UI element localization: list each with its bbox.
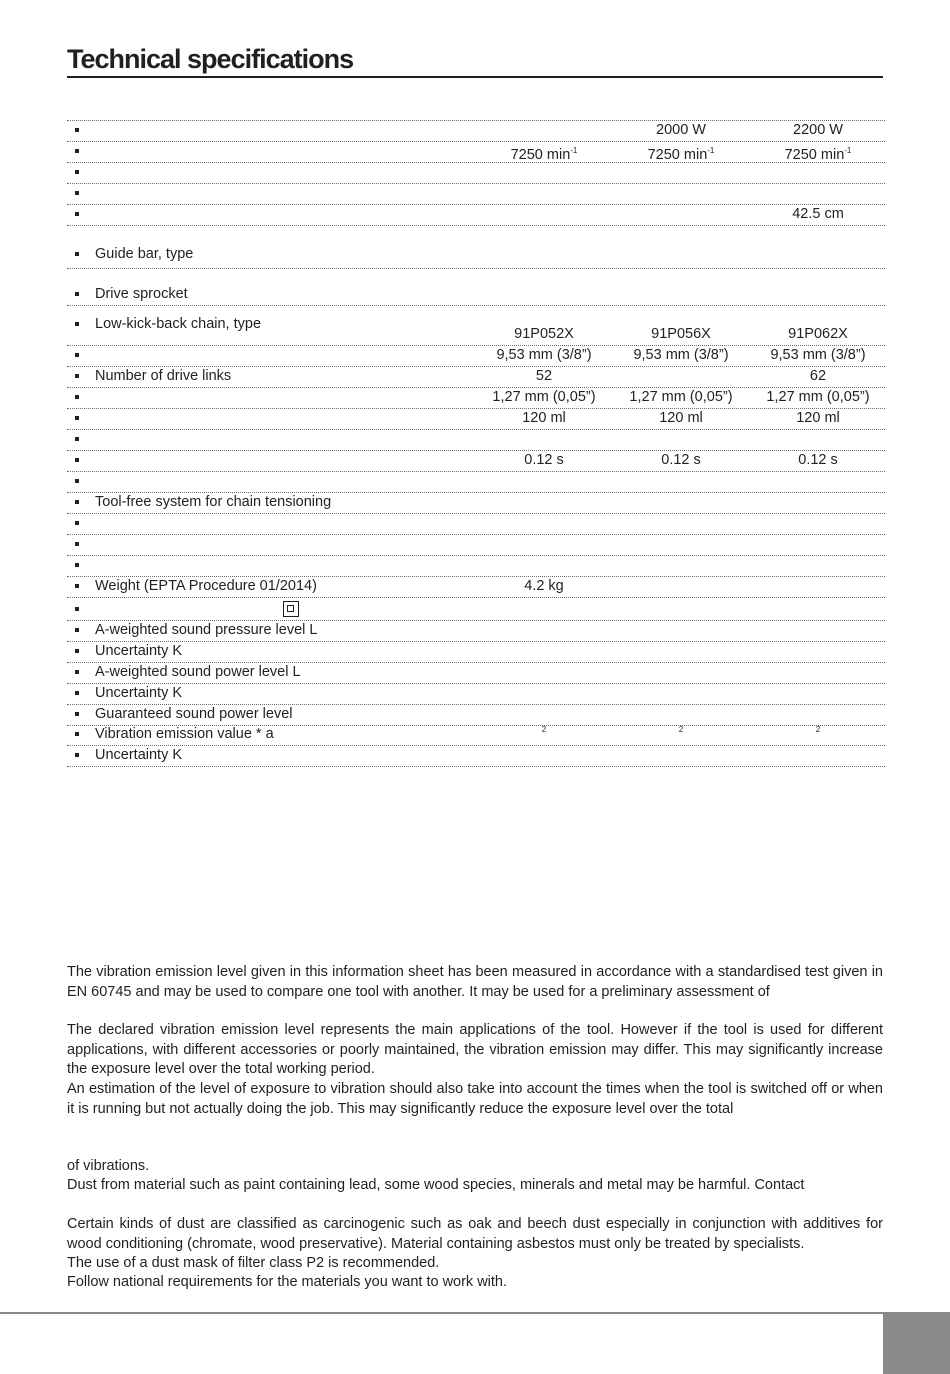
spec-row (67, 556, 887, 574)
spec-row (67, 663, 887, 681)
spec-row (67, 205, 887, 223)
protection-class-ii-icon (283, 601, 299, 617)
spec-value-text: 120 ml (796, 410, 840, 426)
bullet-icon (75, 584, 79, 588)
page-title: Technical specifications (67, 44, 354, 74)
spec-row (67, 325, 887, 343)
spec-value-text: 2 (678, 725, 684, 734)
bullet-icon (75, 649, 79, 653)
spec-value-text: 4.2 kg (524, 578, 564, 594)
spec-row (67, 746, 887, 764)
spec-value (753, 451, 883, 469)
spec-value-text: 2000 W (656, 122, 706, 138)
spec-value-text: 2 (815, 725, 821, 734)
bullet-icon (75, 542, 79, 546)
spec-value-text: 0.12 s (661, 452, 701, 468)
spec-value-text: 1,27 mm (0,05”) (492, 389, 596, 405)
spec-label: Drive sprocket (95, 286, 188, 302)
bullet-icon (75, 437, 79, 441)
spec-value-text: 42.5 cm (792, 206, 844, 222)
row-separator (67, 766, 885, 767)
spec-value (479, 388, 609, 406)
spec-row (67, 409, 887, 427)
unit-superscript: -1 (844, 146, 852, 155)
spec-row (67, 577, 887, 595)
row-separator (67, 225, 885, 226)
spec-row (67, 121, 887, 139)
bullet-icon (75, 607, 79, 611)
spec-value (616, 346, 746, 364)
spec-value-text: 120 ml (659, 410, 703, 426)
spec-value (616, 121, 746, 139)
spec-label: Guaranteed sound power level (95, 706, 293, 722)
spec-value (616, 409, 746, 427)
spec-value-text: 7250 min (784, 147, 845, 163)
spec-label: Uncertainty K (95, 643, 183, 659)
bullet-icon (75, 292, 79, 296)
spec-label: Tool-free system for chain tensioning (95, 494, 332, 510)
spec-value-text: 9,53 mm (3/8”) (633, 347, 729, 363)
vibration-note-1: The vibration emission level given in this information sheet has been measured in accordance with a standardised test given in EN 60745 and may be used to compare one tool with another. It may be used for a preliminary assessment of (67, 964, 883, 1000)
bullet-icon (75, 170, 79, 174)
spec-value (479, 346, 609, 364)
bullet-icon (75, 374, 79, 378)
spec-value (753, 409, 883, 427)
spec-value (479, 409, 609, 427)
spec-value-text: 120 ml (522, 410, 566, 426)
spec-value-text: 7250 min (510, 147, 571, 163)
bullet-icon (75, 500, 79, 504)
spec-label: Uncertainty K (95, 747, 183, 763)
spec-row (67, 245, 887, 263)
vibration-note-2: The declared vibration emission level represents the main applications of the tool. However if the tool is used for different applications, with different accessories or poorly maintained, the vibration emission may differ. This may significantly increase the exposure level over the total working period. (67, 1022, 883, 1077)
spec-row (67, 388, 887, 406)
spec-row (67, 535, 887, 553)
spec-row (67, 600, 887, 618)
spec-value (753, 142, 883, 164)
spec-row (67, 621, 887, 639)
spec-row (67, 493, 887, 511)
spec-value-text: 91P052X (514, 326, 574, 342)
spec-row (67, 285, 887, 303)
spec-value (753, 346, 883, 364)
spec-value (753, 388, 883, 406)
spec-label: Uncertainty K (95, 685, 183, 701)
spec-value-text: 2 (541, 725, 547, 734)
bullet-icon (75, 191, 79, 195)
title-divider (67, 76, 883, 78)
bullet-icon (75, 479, 79, 483)
row-separator (67, 268, 885, 269)
spec-row (67, 430, 887, 448)
spec-value (753, 725, 883, 745)
dust-note-3: The use of a dust mask of filter class P2 is recommended. (67, 1255, 440, 1271)
row-separator (67, 597, 885, 598)
bullet-icon (75, 212, 79, 216)
spec-row (67, 184, 887, 202)
bullet-icon (75, 712, 79, 716)
bullet-icon (75, 395, 79, 399)
spec-value (753, 367, 883, 385)
spec-value-text: 9,53 mm (3/8”) (496, 347, 592, 363)
spec-row (67, 725, 887, 743)
spec-value (479, 451, 609, 469)
bullet-icon (75, 691, 79, 695)
bullet-icon (75, 353, 79, 357)
spec-value (616, 325, 746, 343)
vibration-note-3: An estimation of the level of exposure to vibration should also take into account the times when the tool is switched off or when it is running but not actually doing the job. This may significantly reduce the exposure level over the total (67, 1081, 883, 1117)
dust-note-2: Certain kinds of dust are classified as carcinogenic such as oak and beech dust especially in conjunction with additives for wood conditioning (chromate, wood preservative). Material containing asbestos must only be treated by specialists. (67, 1216, 883, 1252)
dust-note-1: Dust from material such as paint containing lead, some wood species, minerals and metal may be harmful. Contact (67, 1177, 805, 1193)
spec-label: Number of drive links (95, 368, 232, 384)
spec-value-text: 0.12 s (798, 452, 838, 468)
spec-row (67, 705, 887, 723)
row-separator (67, 305, 885, 306)
spec-value-text: 9,53 mm (3/8”) (770, 347, 866, 363)
bullet-icon (75, 416, 79, 420)
vibration-note-4: of vibrations. (67, 1158, 150, 1174)
unit-superscript: -1 (570, 146, 578, 155)
spec-row (67, 472, 887, 490)
bullet-icon (75, 458, 79, 462)
spec-label: Vibration emission value * a (95, 726, 274, 742)
spec-value (753, 325, 883, 343)
spec-value (479, 325, 609, 343)
spec-value (616, 142, 746, 164)
bullet-icon (75, 252, 79, 256)
spec-value-text: 0.12 s (524, 452, 564, 468)
spec-row (67, 684, 887, 702)
spec-row (67, 514, 887, 532)
page-tab (883, 1314, 950, 1374)
spec-value-text: 1,27 mm (0,05”) (766, 389, 870, 405)
footer-rule (0, 1312, 950, 1314)
spec-value (616, 388, 746, 406)
bullet-icon (75, 670, 79, 674)
spec-row (67, 451, 887, 469)
spec-value-text: 91P056X (651, 326, 711, 342)
spec-row (67, 142, 887, 163)
spec-value (616, 725, 746, 745)
spec-row (67, 163, 887, 181)
spec-value-text: 62 (809, 368, 827, 384)
spec-value (479, 367, 609, 385)
spec-row (67, 367, 887, 385)
spec-value-text: 7250 min (647, 147, 708, 163)
spec-label: A-weighted sound power level L (95, 664, 301, 680)
spec-label: Weight (EPTA Procedure 01/2014) (95, 578, 317, 594)
spec-value (479, 577, 609, 595)
spec-value (479, 142, 609, 164)
spec-value (753, 205, 883, 223)
spec-value-text: 52 (535, 368, 553, 384)
bullet-icon (75, 753, 79, 757)
dust-note-4: Follow national requirements for the materials you want to work with. (67, 1274, 508, 1290)
spec-label: Low-kick-back chain, type (95, 316, 262, 332)
spec-label: A-weighted sound pressure level L (95, 622, 318, 638)
spec-value-text: 91P062X (788, 326, 848, 342)
spec-row (67, 346, 887, 364)
bullet-icon (75, 521, 79, 525)
spec-value-text: 2200 W (793, 122, 843, 138)
spec-value-text: 1,27 mm (0,05”) (629, 389, 733, 405)
bullet-icon (75, 149, 79, 153)
spec-value (616, 451, 746, 469)
bullet-icon (75, 732, 79, 736)
spec-row (67, 642, 887, 660)
spec-label: Guide bar, type (95, 246, 194, 262)
spec-value (479, 725, 609, 745)
unit-superscript: -1 (707, 146, 715, 155)
bullet-icon (75, 628, 79, 632)
spec-value (753, 121, 883, 139)
bullet-icon (75, 128, 79, 132)
bullet-icon (75, 563, 79, 567)
